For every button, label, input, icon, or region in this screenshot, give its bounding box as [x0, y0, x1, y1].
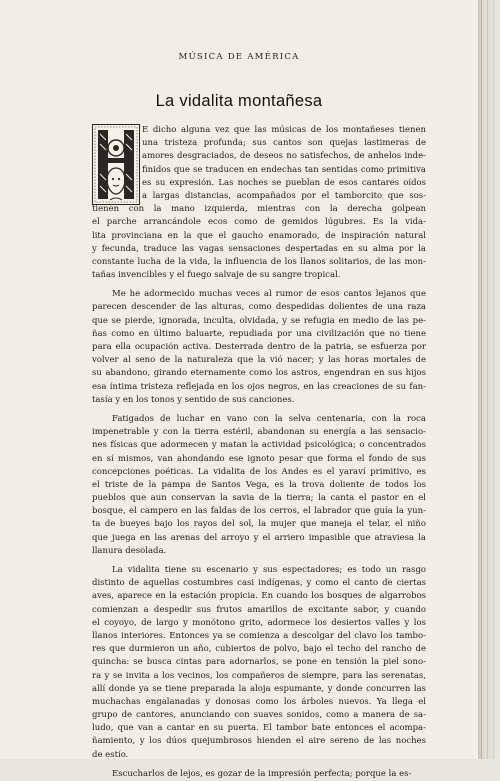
text-line: para ella ocupación activa. Desterrada dentro de la patria, se esfuerza por — [92, 342, 426, 352]
text-line: ta de bueyes bajo los rayos del sol, la mujer que maneja el telar, el niño — [92, 519, 426, 530]
text-line: res que durmieron un año, cubiertos de polvo, bajo el techo del rancho de — [92, 644, 426, 655]
text-line: que se pierde, ignorada, inculta, olvidada, y se refugia en medio de las pe- — [92, 315, 426, 326]
text-line: amores desgraciados, de deseos no satisfechos, de anhelos inde- — [142, 151, 426, 162]
text-line: ra y se invita a los vecinos, los compañeros de siempre, para las serenatas, — [92, 670, 426, 681]
text-line: aves, aparece en la estación propicia. En cuando los bosques de algarrobos — [92, 591, 426, 602]
text-line: parecen descender de las alturas, como despedidas dolientes de una raza — [92, 302, 426, 313]
text-line: llanura desolada. — [92, 545, 167, 556]
text-line: bosque, el campero en las faldas de los cerros, el labrador que guía la yun- — [92, 506, 426, 517]
text-line: volver al seno de la naturaleza que la vió nacer; y las horas mortales de — [92, 355, 426, 366]
text-line: Fatigados de luchar en vano con la selva centenaria, con la roca — [112, 413, 426, 424]
text-line: constante lucha de la vida, la influencia de los llanos solitarios, de las mon- — [92, 256, 426, 267]
chapter-title: La vidalita montañesa — [155, 92, 323, 110]
text-line: allí donde ya se tiene preparada la aloja espumante, y donde concurren las — [92, 683, 426, 694]
text-line: Escucharlos de lejos, es gozar de la impresión perfecta; porque la es- — [112, 768, 412, 779]
paragraph — [92, 124, 426, 282]
text-line: lita provinciana en la que el gaucho enamorado, de inspiración natural — [92, 230, 426, 241]
page-edge — [478, 0, 500, 759]
text-line: pueblos que aun conservan la savia de la tierra; la canta el pastor en el — [92, 493, 426, 504]
text-line: grupo de cantores, anunciando con suaves sonidos, como a manera de sa- — [92, 710, 426, 721]
paragraph — [92, 768, 426, 781]
text-line: impenetrable y con la tierra estéril, abandonan su energía a las sensacio- — [92, 427, 426, 438]
paragraph — [92, 413, 426, 558]
text-line: es su expresión. Las noches se pueblan de esos cantares oídos — [142, 177, 426, 188]
paragraph — [92, 564, 426, 762]
text-line: Me he adormecido muchas veces al rumor de esos cantos lejanos que — [112, 289, 426, 300]
text-line: su abandono, girando eternamente como los astros, engendran en sus hijos — [92, 368, 426, 379]
text-line: quincha: se busca cintas para adornarlos, se pone en tensión la piel sono- — [92, 657, 426, 668]
text-line: en sí mismos, van ahondando ese ignoto pesar que forma el fondo de sus — [92, 453, 426, 464]
text-line: esa íntima tristeza reflejada en los ojos negros, en las creaciones de su fan- — [92, 381, 426, 392]
running-head: MÚSICA DE AMÉRICA — [178, 52, 300, 62]
text-line: ñamiento, y los dúos quejumbrosos hienden el aire sereno de las noches — [92, 736, 426, 747]
text-line: de estío. — [92, 749, 129, 760]
paragraph — [92, 288, 426, 407]
text-line: concepciones poéticas. La vidalita de los Andes es el yaraví primitivo, es — [92, 466, 426, 477]
text-line: E dicho alguna vez que las músicas de los montañeses tienen — [142, 125, 426, 135]
text-line: una tristeza profunda; sus cantos son quejas lastimeras de — [142, 138, 426, 149]
text-line: comienzan a despedir sus frutos amarillos de excitante sabor, y cuando — [92, 604, 426, 615]
text-line: que juega en las arenas del arroyo y el arriero impasible que atraviesa la — [92, 532, 426, 543]
text-line: el coyoyo, de largo y monótono grito, adormece los desiertos valles y los — [92, 617, 426, 628]
text-line: muchachas engalanadas y donosas como los árboles nuevos. Ya llega el — [92, 696, 426, 707]
text-line: ludo, que van a cantar en su puerta. El tambor bate entonces el acompa- — [92, 723, 426, 734]
text-line: y fecunda, traduce las vagas sensaciones despertadas en su alma por la — [92, 243, 426, 254]
text-line: nes físicas que adormecen y matan la actividad psicológica; o concentrados — [92, 440, 426, 451]
body-text — [92, 124, 426, 781]
text-line: La vidalita tiene su escenario y sus espectadores; es todo un rasgo — [112, 565, 426, 575]
text-line: el parche arrancándole ecos como de gemidos lúgubres. Es la vida- — [92, 217, 426, 228]
text-line: tañas invencibles y el fuego salvaje de su sangre tropical. — [92, 270, 341, 281]
text-line: ñas como en último baluarte, repudiada por una civilización que no tiene — [92, 328, 426, 339]
text-line: distinto de aquellas costumbres casi indígenas, y como el canto de ciertas — [92, 578, 426, 589]
text-line: a largas distancias, acompañados por el tamborcito que sos- — [142, 190, 426, 201]
text-line: tienen con la mano izquierda, mientras con la derecha golpean — [92, 204, 426, 215]
text-line: el triste de la pampa de Santos Vega, es la trova doliente de todos los — [92, 479, 426, 490]
text-line: finidos que se traducen en endechas tan sentidas como primitiva — [142, 164, 426, 175]
text-line: tasía y en los tonos y sentido de sus canciones. — [92, 394, 295, 405]
text-line: llanos interiores. Entonces ya se comienza a descolgar del clavo los tambo- — [92, 630, 426, 641]
